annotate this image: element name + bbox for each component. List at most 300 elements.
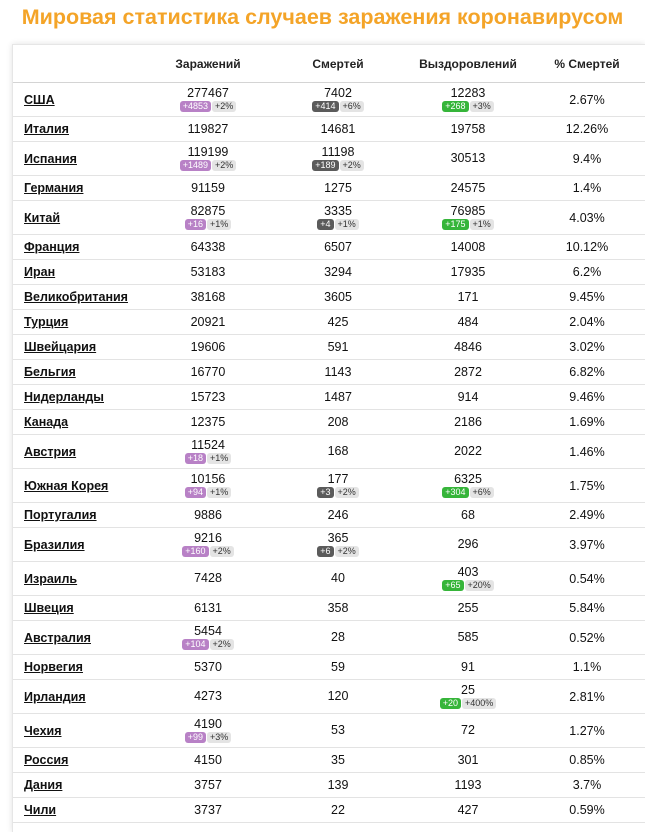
cases-cell — [143, 83, 273, 116]
deaths-cell — [273, 360, 403, 384]
deaths-cell-value: 11198 — [321, 145, 355, 159]
death-pct-cell: 6.2% — [572, 265, 602, 279]
country-link[interactable]: Швеция — [24, 601, 74, 615]
deaths-cell-value: 246 — [327, 507, 349, 522]
cases-cell-value: 6131 — [194, 600, 222, 615]
country-cell — [24, 655, 154, 679]
cases-cell-new-badge: +16 — [185, 219, 206, 230]
cases-cell — [143, 503, 273, 527]
deaths-cell-pct-badge: +2% — [335, 487, 359, 498]
deaths-cell-value: 59 — [331, 659, 345, 674]
cases-cell — [143, 773, 273, 797]
deaths-cell — [273, 117, 403, 141]
cases-cell — [143, 235, 273, 259]
recovered-cell — [403, 798, 533, 822]
table-row — [13, 260, 645, 285]
table-row — [13, 385, 645, 410]
cases-cell-value: 91159 — [191, 180, 225, 195]
cases-cell-pct-badge: +3% — [207, 732, 231, 743]
recovered-cell-new-badge: +20 — [440, 698, 461, 709]
country-link[interactable]: Чехия — [24, 723, 62, 738]
cases-cell — [143, 748, 273, 772]
country-cell — [24, 714, 154, 747]
table-row — [13, 798, 645, 823]
country-link[interactable]: Россия — [24, 753, 69, 767]
recovered-cell-value: 76985 — [450, 204, 486, 218]
deaths-cell — [273, 310, 403, 334]
table-row — [13, 528, 645, 562]
cases-cell-value: 64338 — [190, 239, 226, 254]
deaths-cell — [273, 596, 403, 620]
table-row — [13, 435, 645, 469]
cases-cell-value: 11524 — [191, 438, 225, 452]
recovered-cell-badges — [442, 101, 494, 112]
country-link[interactable]: Ирландия — [24, 689, 86, 704]
cases-cell — [143, 310, 273, 334]
recovered-cell-value: 14008 — [450, 239, 486, 254]
death-pct-cell: 9.45% — [569, 290, 605, 304]
recovered-cell — [403, 360, 533, 384]
country-link[interactable]: Канада — [24, 415, 69, 429]
deaths-cell-badges — [312, 160, 364, 171]
death-pct-cell: 0.85% — [569, 753, 605, 767]
cases-cell-value: 119827 — [187, 121, 229, 136]
cases-cell-value: 3757 — [194, 777, 222, 792]
deaths-cell-value: 177 — [327, 472, 349, 486]
cases-cell — [143, 360, 273, 384]
cases-cell — [143, 176, 273, 200]
country-link[interactable]: Иран — [24, 265, 56, 279]
table-row — [13, 83, 645, 117]
country-cell — [24, 310, 154, 334]
death-pct-cell: 1.46% — [569, 444, 605, 459]
recovered-cell-new-badge: +65 — [442, 580, 463, 591]
recovered-cell-value: 30513 — [450, 151, 486, 165]
recovered-cell — [403, 142, 533, 175]
table-row — [13, 773, 645, 798]
deaths-cell-badges — [312, 101, 364, 112]
death-pct-cell: 9.4% — [572, 151, 602, 166]
deaths-cell-new-badge: +3 — [317, 487, 333, 498]
recovered-cell-value: 301 — [457, 752, 479, 767]
cases-cell — [143, 562, 273, 595]
deaths-cell — [273, 773, 403, 797]
death-pct-cell: 0.54% — [569, 571, 605, 586]
country-cell — [24, 680, 154, 713]
recovered-cell-badges — [440, 698, 497, 709]
recovered-cell — [403, 385, 533, 409]
country-link[interactable]: Китай — [24, 210, 61, 225]
table-row — [13, 680, 645, 714]
country-cell — [24, 596, 154, 620]
recovered-cell-value: 68 — [461, 507, 475, 522]
country-cell — [24, 235, 154, 259]
cases-cell-value: 5370 — [194, 659, 222, 674]
country-cell — [24, 176, 154, 200]
death-pct-cell: 4.03% — [569, 210, 605, 225]
deaths-cell-value: 3294 — [324, 264, 352, 279]
cases-cell-badges — [182, 546, 234, 557]
country-link[interactable]: Германия — [24, 181, 84, 195]
recovered-cell-pct-badge: +20% — [465, 580, 494, 591]
deaths-cell-value: 168 — [327, 444, 349, 458]
country-cell — [24, 83, 154, 116]
deaths-cell-new-badge: +414 — [312, 101, 338, 112]
deaths-cell — [273, 260, 403, 284]
recovered-cell-value: 585 — [457, 630, 479, 644]
cases-cell — [143, 528, 273, 561]
death-pct-cell: 3.02% — [569, 340, 605, 354]
country-link[interactable]: Франция — [24, 240, 80, 254]
cases-cell-new-badge: +94 — [185, 487, 206, 498]
cases-cell — [143, 655, 273, 679]
recovered-cell — [403, 176, 533, 200]
table-row — [13, 562, 645, 596]
table-row — [13, 285, 645, 310]
deaths-cell — [273, 435, 403, 468]
recovered-cell-value: 25 — [461, 683, 475, 697]
country-cell — [24, 773, 154, 797]
cases-cell-value: 277467 — [187, 86, 229, 100]
table-row — [13, 176, 645, 201]
country-link[interactable]: Дания — [24, 778, 63, 792]
cases-cell-new-badge: +104 — [182, 639, 208, 650]
country-link[interactable]: Южная Корея — [24, 478, 109, 493]
deaths-cell-value: 1487 — [324, 389, 352, 404]
country-cell — [24, 798, 154, 822]
death-pct-cell: 2.81% — [569, 689, 605, 704]
cases-cell-value: 4190 — [194, 717, 222, 731]
country-cell — [24, 748, 154, 772]
recovered-cell — [403, 469, 533, 502]
country-link[interactable]: Чили — [24, 803, 57, 817]
deaths-cell-value: 120 — [327, 689, 349, 703]
country-link[interactable]: Австралия — [24, 630, 91, 645]
cases-cell-new-badge: +4853 — [180, 101, 211, 112]
recovered-cell-value: 255 — [457, 600, 479, 615]
recovered-cell — [403, 503, 533, 527]
table-row — [13, 621, 645, 655]
deaths-cell — [273, 621, 403, 654]
deaths-cell-value: 1275 — [324, 180, 352, 195]
cases-cell-value: 9216 — [194, 531, 222, 545]
recovered-cell-value: 914 — [457, 389, 479, 404]
cases-cell-new-badge: +99 — [185, 732, 206, 743]
deaths-cell — [273, 235, 403, 259]
death-pct-cell: 2.67% — [569, 92, 605, 107]
country-cell — [24, 285, 154, 309]
stats-table — [12, 44, 645, 832]
cases-cell-badges — [185, 453, 232, 464]
recovered-cell-value: 6325 — [454, 472, 482, 486]
recovered-cell-value: 427 — [457, 802, 479, 817]
cases-cell — [143, 714, 273, 747]
recovered-cell-value: 72 — [461, 723, 475, 737]
cases-cell — [143, 469, 273, 502]
country-link[interactable]: Австрия — [24, 444, 77, 459]
table-row — [13, 235, 645, 260]
deaths-cell-pct-badge: +2% — [340, 160, 364, 171]
recovered-cell — [403, 773, 533, 797]
deaths-cell — [273, 655, 403, 679]
header-deaths: Смертей — [312, 56, 364, 71]
deaths-cell-pct-badge: +2% — [335, 546, 359, 557]
cases-cell — [143, 680, 273, 713]
recovered-cell — [403, 260, 533, 284]
death-pct-cell: 1.69% — [569, 415, 605, 429]
deaths-cell-value: 6507 — [324, 239, 352, 254]
death-pct-cell: 1.1% — [572, 660, 602, 674]
country-cell — [24, 621, 154, 654]
cases-cell-value: 3737 — [194, 802, 222, 817]
deaths-cell — [273, 335, 403, 359]
deaths-cell-value: 40 — [331, 571, 345, 585]
death-pct-cell: 0.52% — [569, 630, 605, 645]
country-cell — [24, 410, 154, 434]
recovered-cell-value: 2186 — [454, 414, 482, 429]
cases-cell-value: 15723 — [190, 389, 226, 404]
table-row — [13, 360, 645, 385]
recovered-cell-value: 2022 — [454, 444, 482, 458]
country-cell — [24, 142, 154, 175]
recovered-cell — [403, 285, 533, 309]
recovered-cell — [403, 201, 533, 234]
deaths-cell-value: 3605 — [324, 289, 352, 304]
recovered-cell-pct-badge: +6% — [470, 487, 494, 498]
recovered-cell-badges — [442, 580, 494, 591]
death-pct-cell: 10.12% — [565, 240, 609, 254]
deaths-cell — [273, 748, 403, 772]
table-row — [13, 335, 645, 360]
cases-cell-pct-badge: +2% — [210, 639, 234, 650]
country-cell — [24, 335, 154, 359]
recovered-cell-value: 484 — [457, 314, 479, 329]
deaths-cell — [273, 385, 403, 409]
cases-cell — [143, 117, 273, 141]
table-body — [13, 83, 645, 823]
recovered-cell-pct-badge: +3% — [470, 101, 494, 112]
cases-cell-badges — [185, 487, 232, 498]
table-row — [13, 655, 645, 680]
recovered-cell-badges — [442, 219, 494, 230]
cases-cell-value: 38168 — [190, 289, 226, 304]
header-recovered: Выздоровлений — [419, 56, 517, 71]
cases-cell-pct-badge: +1% — [207, 219, 231, 230]
recovered-cell-value: 19758 — [450, 121, 486, 136]
cases-cell-value: 5454 — [194, 624, 222, 638]
header-cases: Заражений — [175, 56, 241, 71]
recovered-cell-new-badge: +304 — [442, 487, 468, 498]
country-link[interactable]: Испания — [24, 151, 77, 166]
cases-cell-badges — [182, 639, 234, 650]
country-cell — [24, 385, 154, 409]
cases-cell-value: 16770 — [190, 364, 226, 379]
cases-cell-value: 4273 — [194, 689, 222, 703]
recovered-cell-new-badge: +268 — [442, 101, 468, 112]
deaths-cell — [273, 714, 403, 747]
recovered-cell — [403, 680, 533, 713]
deaths-cell-new-badge: +189 — [312, 160, 338, 171]
deaths-cell-value: 139 — [327, 777, 349, 792]
recovered-cell — [403, 335, 533, 359]
deaths-cell-value: 3335 — [324, 204, 352, 218]
table-row — [13, 503, 645, 528]
death-pct-cell: 3.97% — [569, 537, 605, 552]
recovered-cell-value: 91 — [461, 659, 475, 674]
death-pct-cell: 0.59% — [569, 803, 605, 817]
recovered-cell — [403, 117, 533, 141]
recovered-cell — [403, 655, 533, 679]
cases-cell-new-badge: +1489 — [180, 160, 211, 171]
cases-cell-pct-badge: +2% — [212, 101, 236, 112]
cases-cell — [143, 435, 273, 468]
death-pct-cell: 2.04% — [569, 315, 605, 329]
deaths-cell — [273, 285, 403, 309]
cases-cell-badges — [180, 101, 237, 112]
country-link[interactable]: США — [24, 92, 55, 107]
recovered-cell-value: 2872 — [454, 364, 482, 379]
cases-cell-new-badge: +160 — [182, 546, 208, 557]
death-pct-cell: 5.84% — [569, 601, 605, 615]
cases-cell — [143, 142, 273, 175]
country-cell — [24, 469, 154, 502]
deaths-cell — [273, 83, 403, 116]
deaths-cell-value: 208 — [327, 414, 349, 429]
country-cell — [24, 528, 154, 561]
cases-cell-value: 20921 — [190, 314, 226, 329]
death-pct-cell: 3.7% — [572, 778, 602, 792]
deaths-cell-new-badge: +4 — [317, 219, 333, 230]
deaths-cell — [273, 410, 403, 434]
deaths-cell-new-badge: +6 — [317, 546, 333, 557]
cases-cell-value: 19606 — [190, 339, 226, 354]
recovered-cell-new-badge: +175 — [442, 219, 468, 230]
cases-cell — [143, 260, 273, 284]
deaths-cell-value: 14681 — [320, 121, 356, 136]
cases-cell-value: 82875 — [190, 204, 226, 218]
recovered-cell-value: 12283 — [450, 86, 486, 100]
table-row — [13, 469, 645, 503]
country-cell — [24, 562, 154, 595]
deaths-cell-badges — [317, 546, 359, 557]
death-pct-cell: 1.75% — [569, 478, 605, 493]
cases-cell-pct-badge: +2% — [210, 546, 234, 557]
deaths-cell-badges — [317, 219, 359, 230]
country-cell — [24, 260, 154, 284]
death-pct-cell: 6.82% — [569, 365, 605, 379]
deaths-cell — [273, 176, 403, 200]
cases-cell-badges — [185, 732, 232, 743]
cases-cell-value: 119199 — [187, 145, 229, 159]
recovered-cell-value: 403 — [457, 565, 479, 579]
deaths-cell-value: 22 — [331, 802, 345, 817]
deaths-cell-pct-badge: +1% — [335, 219, 359, 230]
recovered-cell-value: 4846 — [454, 339, 482, 354]
recovered-cell — [403, 596, 533, 620]
deaths-cell-value: 365 — [327, 531, 349, 545]
deaths-cell-value: 35 — [331, 752, 345, 767]
recovered-cell-value: 1193 — [454, 777, 482, 792]
recovered-cell — [403, 528, 533, 561]
table-row — [13, 596, 645, 621]
recovered-cell — [403, 83, 533, 116]
cases-cell-value: 7428 — [194, 571, 222, 585]
country-link[interactable]: Нидерланды — [24, 390, 104, 404]
death-pct-cell: 1.27% — [569, 723, 605, 738]
death-pct-cell: 2.49% — [569, 508, 605, 522]
recovered-cell — [403, 562, 533, 595]
cases-cell-value: 53183 — [190, 264, 226, 279]
country-link[interactable]: Швейцария — [24, 340, 97, 354]
death-pct-cell: 9.46% — [569, 390, 605, 404]
death-pct-cell: 1.4% — [572, 181, 602, 195]
recovered-cell — [403, 310, 533, 334]
recovered-cell — [403, 435, 533, 468]
country-cell — [24, 360, 154, 384]
deaths-cell — [273, 142, 403, 175]
country-cell — [24, 117, 154, 141]
cases-cell-pct-badge: +1% — [207, 453, 231, 464]
cases-cell-new-badge: +18 — [185, 453, 206, 464]
country-link[interactable]: Турция — [24, 315, 69, 329]
death-pct-cell: 12.26% — [565, 122, 609, 136]
country-link[interactable]: Великобритания — [24, 290, 128, 304]
country-cell — [24, 435, 154, 468]
recovered-cell-value: 24575 — [450, 180, 486, 195]
recovered-cell-pct-badge: +400% — [462, 698, 496, 709]
recovered-cell — [403, 410, 533, 434]
table-row — [13, 310, 645, 335]
cases-cell — [143, 596, 273, 620]
deaths-cell-value: 53 — [331, 723, 345, 737]
cases-cell — [143, 285, 273, 309]
recovered-cell — [403, 621, 533, 654]
page-title: Мировая статистика случаев заражения коронавирусом — [21, 5, 624, 29]
country-cell — [24, 503, 154, 527]
country-link[interactable]: Норвегия — [24, 660, 83, 674]
recovered-cell-value: 17935 — [450, 264, 486, 279]
table-row — [13, 201, 645, 235]
deaths-cell-value: 7402 — [324, 86, 352, 100]
deaths-cell-badges — [317, 487, 359, 498]
recovered-cell — [403, 714, 533, 747]
header-country — [24, 45, 154, 82]
country-link[interactable]: Бельгия — [24, 365, 76, 379]
country-link[interactable]: Португалия — [24, 508, 97, 522]
recovered-cell-pct-badge: +1% — [470, 219, 494, 230]
recovered-cell — [403, 748, 533, 772]
country-link[interactable]: Бразилия — [24, 537, 85, 552]
table-row — [13, 748, 645, 773]
table-row — [13, 714, 645, 748]
country-link[interactable]: Израиль — [24, 571, 78, 586]
deaths-cell-pct-badge: +6% — [340, 101, 364, 112]
deaths-cell-value: 1143 — [324, 364, 352, 379]
deaths-cell-value: 358 — [327, 600, 349, 615]
deaths-cell — [273, 562, 403, 595]
cases-cell — [143, 335, 273, 359]
cases-cell-value: 12375 — [190, 414, 226, 429]
recovered-cell-value: 171 — [457, 289, 479, 304]
cases-cell — [143, 201, 273, 234]
deaths-cell-value: 425 — [327, 314, 349, 329]
cases-cell-badges — [185, 219, 232, 230]
cases-cell — [143, 621, 273, 654]
recovered-cell-badges — [442, 487, 494, 498]
deaths-cell — [273, 503, 403, 527]
country-link[interactable]: Италия — [24, 122, 69, 136]
cases-cell — [143, 385, 273, 409]
